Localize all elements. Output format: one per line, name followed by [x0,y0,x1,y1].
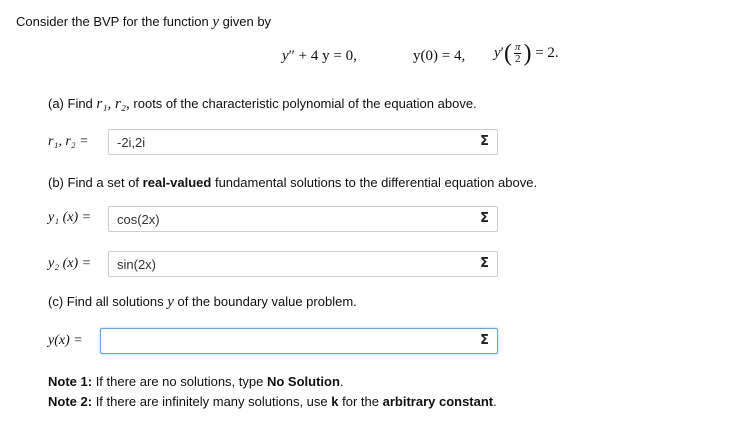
ode-equation [282,48,357,65]
note-2-bold: arbitrary constant [382,394,494,409]
part-a-prompt-pre: (a) Find [48,96,93,111]
note-1 [48,374,344,389]
roots-label: r₁, r₂ = [48,134,89,149]
ic1-text: y(0) = 4, [413,48,466,64]
ode-rest: ″ + 4 y = 0, [288,48,357,64]
intro-variable: y [212,14,220,30]
sigma-icon[interactable]: Σ [480,256,489,271]
bc2-function: y [494,44,501,61]
part-b-prompt [48,175,537,190]
note-2-k: k [331,394,339,409]
intro-text: Consider the BVP for the function [16,14,209,29]
note-1-bold: No Solution [266,374,340,389]
part-c-prompt-pre: (c) Find all solutions [48,294,164,309]
solution-label: y(x) = [48,333,83,348]
ode-y: y [282,48,289,64]
y2-input-value[interactable]: sin(2x) [117,257,157,272]
sigma-icon[interactable]: Σ [480,333,489,348]
solution-input[interactable] [100,328,498,354]
boundary-condition-2 [494,42,559,65]
y2-input[interactable] [108,251,498,277]
note-2-end: . [493,394,497,409]
bc2-rhs: = 2. [535,44,559,61]
roots-input[interactable] [108,129,498,155]
bc2-prime: ′ [500,44,504,61]
intro-end-text: given by [222,14,272,29]
note-2 [48,394,497,409]
part-a-prompt-vars: r₁, r₂, [96,96,130,112]
note-1-text: If there are no solutions, type [95,374,264,389]
y1-input-value[interactable]: cos(2x) [117,212,160,227]
roots-input-value[interactable]: -2i,2i [117,135,146,150]
part-c-prompt [48,294,357,311]
part-a-prompt [48,96,477,113]
y2-label: y₂ (x) = [48,256,92,271]
right-paren: ) [523,40,532,67]
note-2-label: Note 2: [48,394,93,409]
part-b-prompt-post: fundamental solutions to the differential equation above. [214,175,538,190]
note-2-text: If there are infinitely many solutions, use [95,394,328,409]
initial-condition-1 [413,48,465,65]
pi-over-2-fraction [514,42,522,65]
fraction-numerator: π [514,41,521,53]
note-2-mid: for the [342,394,379,409]
sigma-icon[interactable]: Σ [480,134,489,149]
part-b-prompt-bold: real-valued [142,175,212,190]
part-c-prompt-post: of the boundary value problem. [177,294,357,309]
part-b-prompt-pre: (b) Find a set of [48,175,140,190]
note-1-label: Note 1: [48,374,93,389]
part-a-prompt-post: roots of the characteristic polynomial of the equation above. [133,96,477,111]
y1-input[interactable] [108,206,498,232]
y1-label: y₁ (x) = [48,210,92,225]
problem-intro [16,14,271,31]
left-paren: ( [503,40,512,67]
sigma-icon[interactable]: Σ [480,211,489,226]
fraction-denominator: 2 [514,53,521,65]
note-1-end: . [339,374,344,389]
part-c-prompt-var: y [167,294,174,310]
